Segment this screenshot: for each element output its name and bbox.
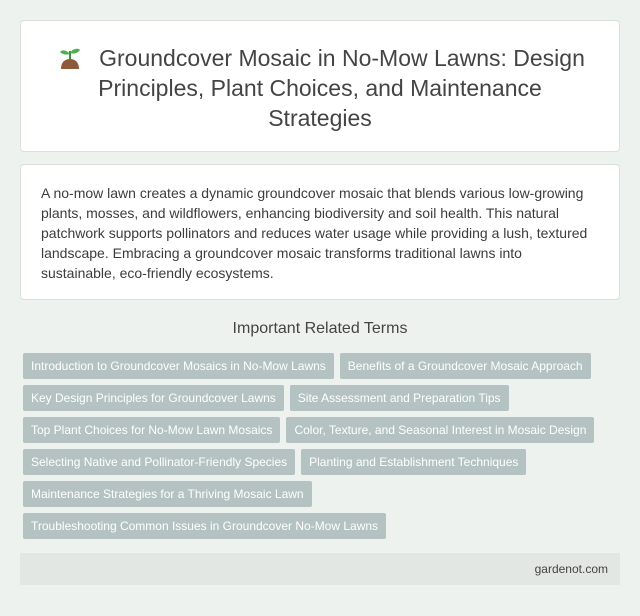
footer: [20, 553, 620, 585]
related-term-tag[interactable]: Planting and Establishment Techniques: [301, 449, 526, 475]
related-terms-heading: Important Related Terms: [232, 320, 408, 337]
related-term-tag[interactable]: Site Assessment and Preparation Tips: [290, 385, 509, 411]
intro-paragraph: A no-mow lawn creates a dynamic groundcover mosaic that blends various low-growing plants, mosses, and wildflowers, enhancing biodiversity and soil health. This natural patchwork supports pollinators and reduces water usage while providing a lush, textured landscape. Embracing a groundcover mosaic transforms traditional lawns into sustainable, eco-friendly ecosystems.: [41, 185, 588, 281]
intro-card: [20, 164, 620, 300]
related-terms-list: [23, 353, 613, 539]
related-term-tag[interactable]: Maintenance Strategies for a Thriving Mosaic Lawn: [23, 481, 312, 507]
related-term-tag[interactable]: Top Plant Choices for No-Mow Lawn Mosaics: [23, 417, 280, 443]
related-term-tag[interactable]: Introduction to Groundcover Mosaics in No-Mow Lawns: [23, 353, 334, 379]
related-term-tag[interactable]: Key Design Principles for Groundcover Lawns: [23, 385, 284, 411]
related-term-tag[interactable]: Troubleshooting Common Issues in Groundcover No-Mow Lawns: [23, 513, 386, 539]
page-title: [45, 43, 595, 133]
related-term-tag[interactable]: Benefits of a Groundcover Mosaic Approach: [340, 353, 591, 379]
title-card: [20, 20, 620, 152]
sprout-icon: [55, 46, 85, 70]
footer-site-name: gardenot.com: [534, 562, 608, 576]
related-term-tag[interactable]: Selecting Native and Pollinator-Friendly Species: [23, 449, 295, 475]
page-title-text: Groundcover Mosaic in No-Mow Lawns: Design Principles, Plant Choices, and Maintenance Strategies: [98, 45, 585, 131]
related-term-tag[interactable]: Color, Texture, and Seasonal Interest in Mosaic Design: [286, 417, 594, 443]
